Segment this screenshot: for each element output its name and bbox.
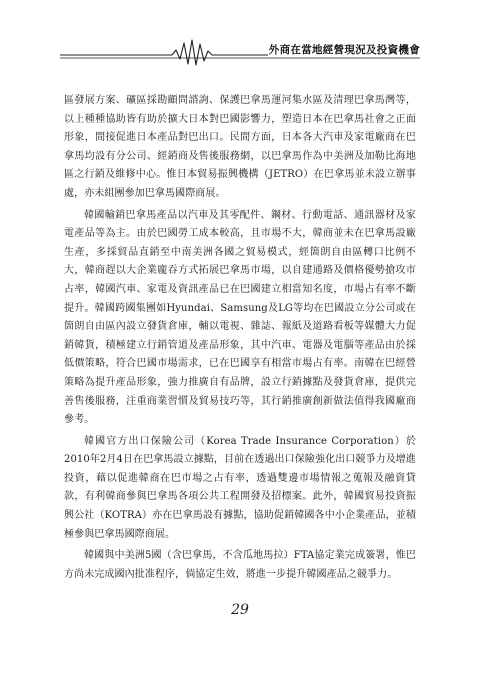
- paragraph: 區發展方案、礦區採勘顧問諮詢、保護巴拿馬運河集水區及清理巴拿馬灣等，以上種種協助皆有助於擴大日本對巴國影響力，塑造日本在巴拿馬社會之正面形象，間接促進日本產品對巴出口。民間方面，日本各大汽車及家電廠商在巴拿馬均設有分公司、經銷商及售後服務網，以巴拿馬作為中美洲及加勒比海地區之行銷及維修中心。惟日本貿易振興機構（JETRO）在巴拿馬並未設立辦事處，亦未組團參加巴拿馬國際商展。: [64, 95, 416, 199]
- running-header: [60, 34, 420, 70]
- paragraph: 韓國與中美洲5國（含巴拿馬，不含瓜地馬拉）FTA協定業完成簽署，惟巴方尚未完成國內批准程序，倘協定生效，將進一步提升韓國產品之競爭力。: [64, 550, 416, 580]
- paragraph: 韓國輸銷巴拿馬產品以汽車及其零配件、鋼材、行動電話、通訊器材及家電產品等為主。由於巴國勞工成本較高，且市場不大，韓商並未在巴拿馬設廠生產，多採貿品直銷至中南美洲各國之貿易模式，經箇朗自由區轉口比例不大，韓商趕以大企業龐吞方式拓展巴拿馬市場，以自建通路及價格優勢搶攻市占率，韓國汽車、家電及資訊產品已在巴國建立相當知名度，市場占有率不斷提升。韓國跨國集團如Hyundai、Samsung及LG等均在巴國設立分公司或在箇朗自由區內設立發貨倉庫，輔以電視、雜誌、報紙及道路看板等媒體大力促銷韓貨，積極建立行銷管道及產品形象，其中汽車、電器及電腦等產品由於採低價策略，符合巴國市場需求，已在巴國享有相當市場占有率。南韓在巴經營策略為提升產品形象，強力推廣自有品牌，設立行銷據點及發貨倉庫，提供完善售後服務，注重商業習慣及貿易技巧等，其行銷推廣創新做法值得我國廠商參考。: [64, 209, 416, 426]
- header-title: 外商在當地經營現況及投資機會: [268, 44, 420, 56]
- page-number: 29: [231, 602, 249, 618]
- body-text: [64, 92, 416, 584]
- paragraph: 韓國官方出口保險公司（Korea Trade Insurance Corporation）於2010年2月4日在巴拿馬設立據點，目前在透過出口保險強化出口競爭力及增進投資，藉以促進韓商在巴市場之占有率，透過雙邊市場情報之蒐報及融資貸款，有利韓商參與巴拿馬各項公共工程開發及招標案。此外，韓國貿易投資振興公社（KOTRA）亦在巴拿馬設有據點，協助促銷韓國各中小企業產品，並積極參與巴拿馬國際商展。: [64, 435, 416, 540]
